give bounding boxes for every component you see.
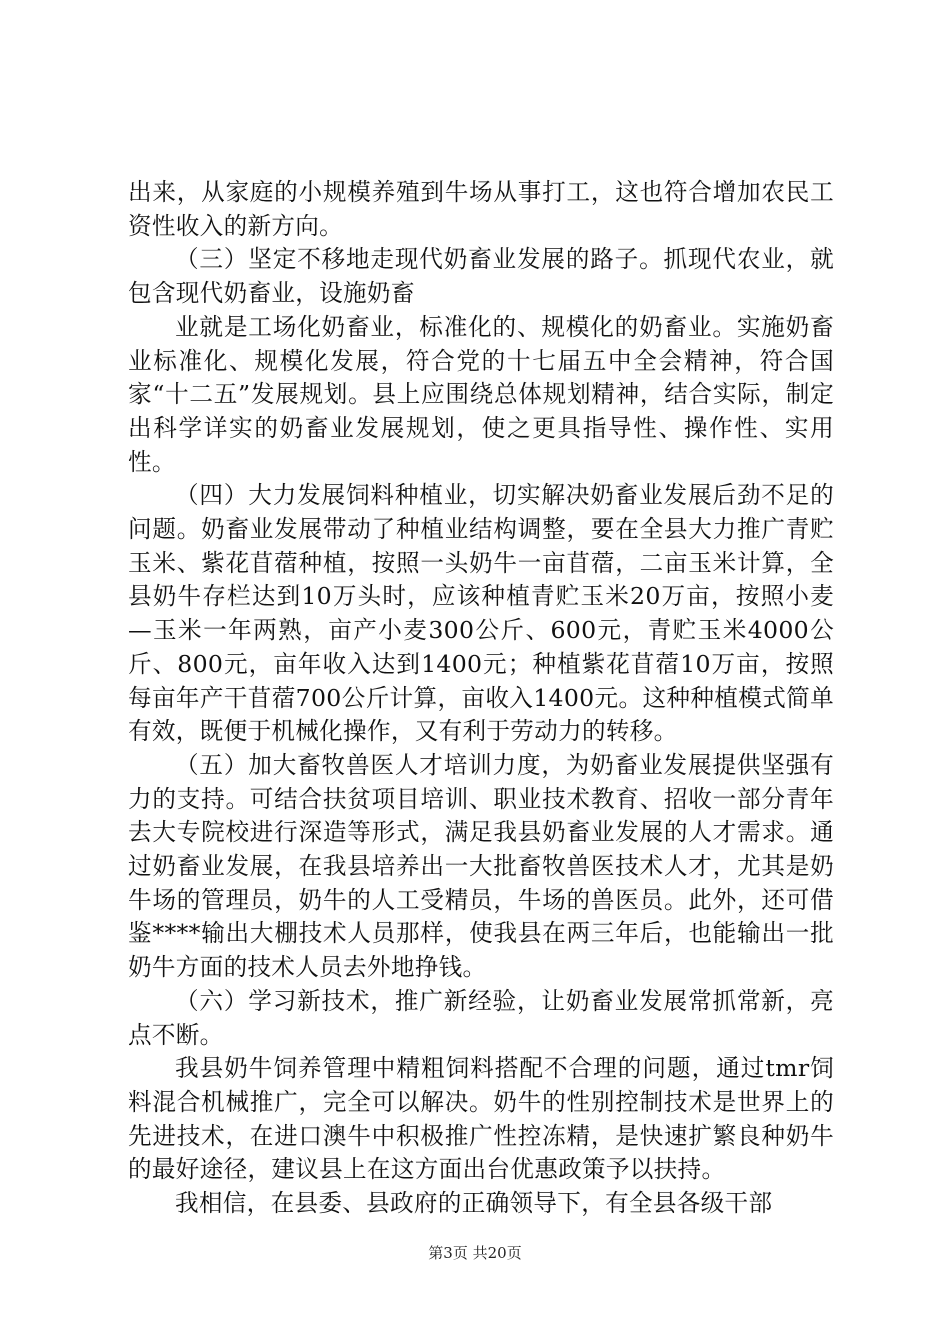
paragraph-1: 出来，从家庭的小规模养殖到牛场从事打工，这也符合增加农民工资性收入的新方向。 bbox=[128, 178, 834, 240]
paragraph-4: （四）大力发展饲料种植业，切实解决奶畜业发展后劲不足的问题。奶畜业发展带动了种植业结构调整，要在全县大力推广青贮玉米、紫花苜蓿种植，按照一头奶牛一亩苜蓿，二亩玉米计算，全县奶牛存栏达到10万头时，应该种植青贮玉米20万亩，按照小麦—玉米一年两熟，亩产小麦300公斤、600元，青贮玉米4000公斤、800元，亩年收入达到1400元；种植紫花苜蓿10万亩，按照每亩年产干苜蓿700公斤计算，亩收入1400元。这种种植模式简单有效，既便于机械化操作，又有利于劳动力的转移。 bbox=[128, 481, 834, 746]
paragraph-7: 我县奶牛饲养管理中精粗饲料搭配不合理的问题，通过tmr饲料混合机械推广，完全可以解决。奶牛的性别控制技术是世界上的先进技术，在进口澳牛中积极推广性控冻精，是快速扩繁良种奶牛的最好途径，建议县上在这方面出台优惠政策予以扶持。 bbox=[128, 1054, 834, 1184]
document-body bbox=[128, 176, 834, 1221]
paragraph-5: （五）加大畜牧兽医人才培训力度，为奶畜业发展提供坚强有力的支持。可结合扶贫项目培训、职业技术教育、招收一部分青年去大专院校进行深造等形式，满足我县奶畜业发展的人才需求。通过奶畜业发展，在我县培养出一大批畜牧兽医技术人才，尤其是奶牛场的管理员，奶牛的人工受精员，牛场的兽医员。此外，还可借鉴****输出大棚技术人员那样，使我县在两三年后，也能输出一批奶牛方面的技术人员去外地挣钱。 bbox=[128, 750, 834, 982]
paragraph-2: （三）坚定不移地走现代奶畜业发展的路子。抓现代农业，就包含现代奶畜业，设施奶畜 bbox=[128, 245, 834, 308]
paragraph-8: 我相信，在县委、县政府的正确领导下，有全县各级干部 bbox=[175, 1189, 773, 1218]
page-number-footer: 第3页 共20页 bbox=[428, 1244, 522, 1262]
paragraph-6: （六）学习新技术，推广新经验，让奶畜业发展常抓常新，亮点不断。 bbox=[128, 986, 834, 1049]
paragraph-3: 业就是工场化奶畜业，标准化的、规模化的奶畜业。实施奶畜业标准化、规模化发展，符合党的十七届五中全会精神，符合国家“十二五”发展规划。县上应围绕总体规划精神，结合实际，制定出科学详实的奶畜业发展规划，使之更具指导性、操作性、实用性。 bbox=[128, 312, 834, 476]
